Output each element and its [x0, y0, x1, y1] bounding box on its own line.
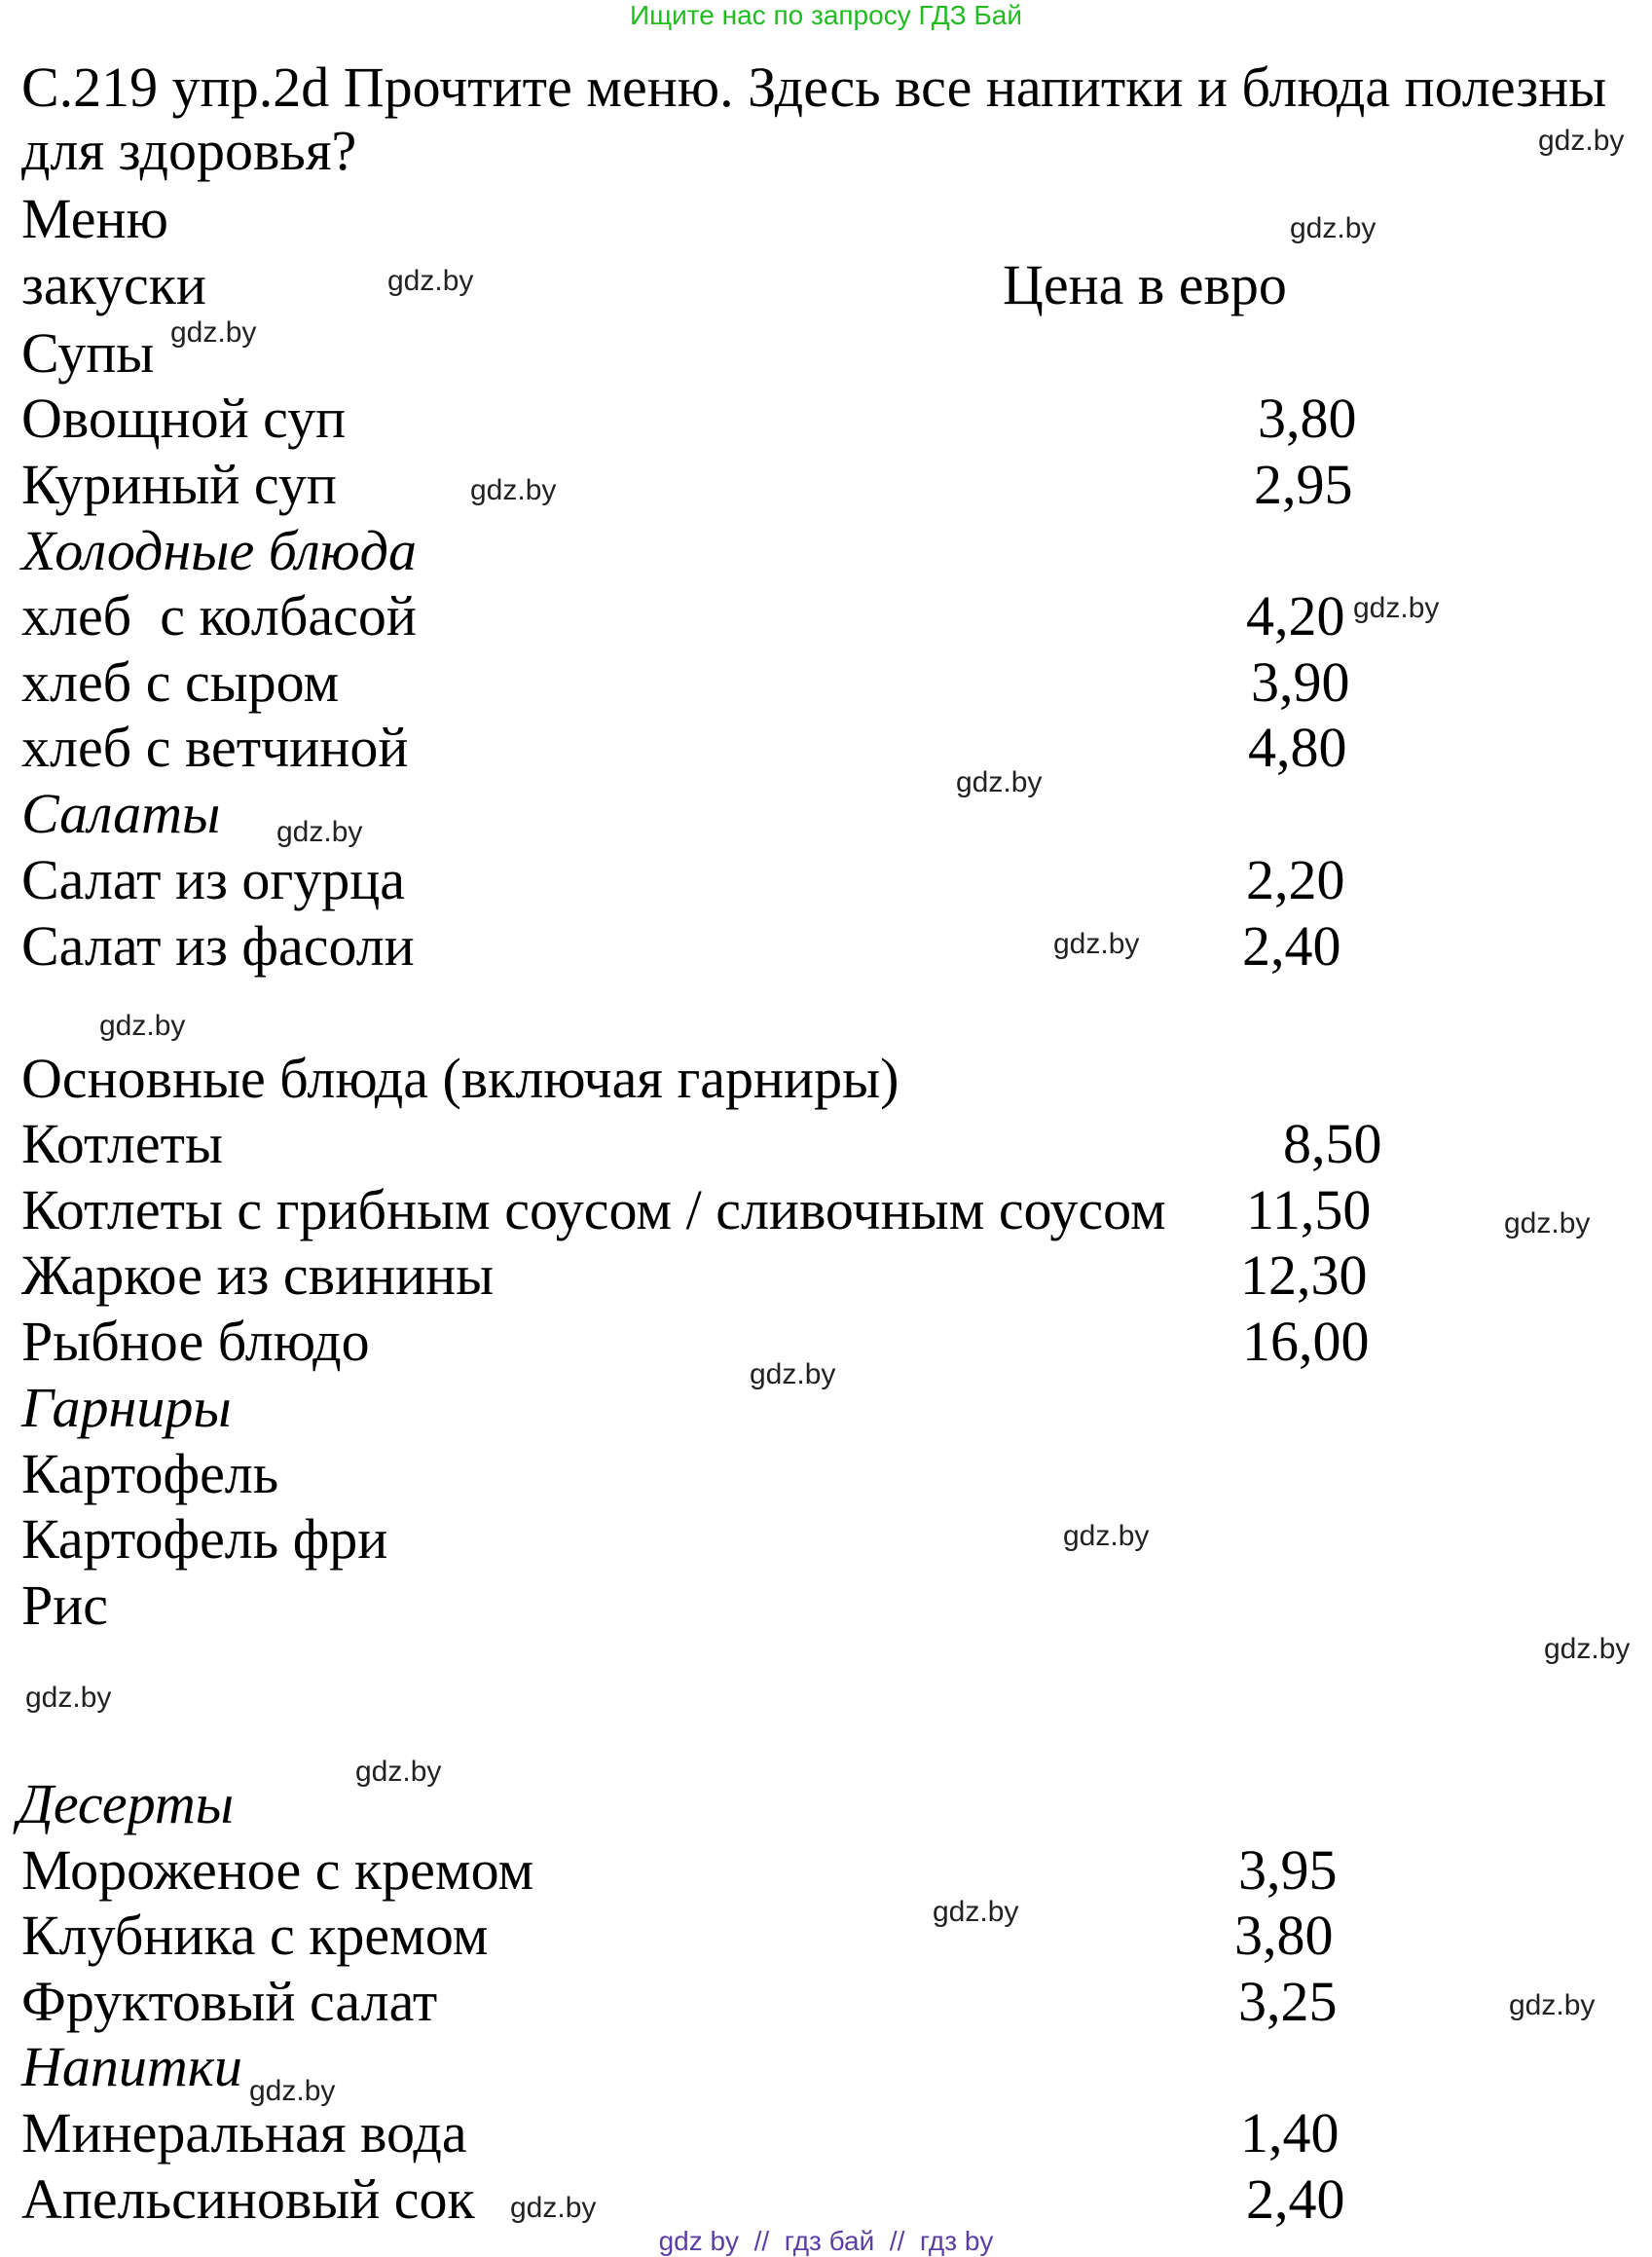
menu-item-price: 12,30	[1240, 1243, 1368, 1307]
footer-links: gdz by // гдз бай // гдз by	[658, 2226, 994, 2256]
main-dishes-heading: Основные блюда (включая гарниры)	[21, 1047, 899, 1110]
menu-item-price: 3,80	[1234, 1904, 1334, 1967]
watermark: gdz.by	[1290, 212, 1377, 244]
watermark: gdz.by	[1509, 1989, 1596, 2021]
menu-item-name: Фруктовый салат	[21, 1970, 438, 2033]
menu-item-name: хлеб с сыром	[21, 650, 340, 714]
menu-item-price: 3,25	[1238, 1970, 1338, 2033]
menu-item-price: 3,80	[1258, 387, 1357, 450]
menu-item-name: Овощной суп	[21, 387, 347, 450]
menu-item-name: хлеб с колбасой	[21, 584, 417, 648]
watermark: gdz.by	[956, 766, 1043, 798]
watermark: gdz.by	[933, 1896, 1019, 1928]
menu-item-name: Салат из огурца	[21, 848, 405, 911]
menu-title: Меню	[21, 187, 168, 250]
watermark: gdz.by	[387, 265, 474, 297]
menu-item-name: Куриный суп	[21, 453, 337, 516]
salads-heading: Салаты	[21, 782, 221, 845]
menu-item-price: 4,20	[1246, 584, 1345, 648]
search-banner: Ищите нас по запросу ГДЗ Бай	[629, 0, 1023, 30]
menu-item-price: 2,40	[1246, 2167, 1345, 2231]
menu-item-price: 16,00	[1242, 1310, 1370, 1373]
watermark: gdz.by	[1063, 1520, 1150, 1552]
menu-item-name: Картофель	[21, 1442, 279, 1505]
watermark: gdz.by	[1353, 592, 1440, 624]
menu-item-name: Котлеты с грибным соусом / сливочным соусом	[21, 1178, 1166, 1241]
watermark: gdz.by	[170, 316, 257, 349]
menu-item-price: 2,20	[1246, 848, 1345, 911]
watermark: gdz.by	[25, 1682, 112, 1714]
cold-dishes-heading: Холодные блюда	[21, 519, 417, 582]
menu-item-name: хлеб с ветчиной	[21, 716, 409, 779]
watermark: gdz.by	[99, 1010, 186, 1042]
menu-item-price: 8,50	[1283, 1112, 1382, 1175]
task-title: С.219 упр.2d Прочтите меню. Здесь все напитки и блюда полезны	[21, 56, 1607, 119]
watermark: gdz.by	[355, 1756, 442, 1788]
watermark: gdz.by	[1504, 1207, 1591, 1240]
menu-item-price: 3,90	[1251, 650, 1350, 714]
watermark: gdz.by	[510, 2192, 597, 2224]
task-title-continued: для здоровья?	[21, 119, 357, 182]
menu-item-name: Апельсиновый сок	[21, 2167, 475, 2231]
menu-item-name: Картофель фри	[21, 1507, 388, 1571]
watermark: gdz.by	[249, 2075, 336, 2107]
watermark: gdz.by	[276, 816, 363, 848]
menu-item-price: 2,40	[1242, 914, 1341, 978]
menu-item-price: 4,80	[1248, 716, 1347, 779]
watermark: gdz.by	[1544, 1633, 1631, 1665]
side-dishes-heading: Гарниры	[21, 1376, 232, 1439]
menu-item-name: Рыбное блюдо	[21, 1310, 370, 1373]
drinks-heading: Напитки	[21, 2035, 242, 2098]
watermark: gdz.by	[1538, 125, 1625, 157]
menu-item-name: Мороженое с кремом	[21, 1838, 534, 1902]
watermark: gdz.by	[470, 474, 557, 506]
menu-item-price: 1,40	[1240, 2101, 1340, 2164]
desserts-heading: Десерты	[18, 1772, 235, 1835]
menu-item-name: Котлеты	[21, 1112, 223, 1175]
appetizers-heading: закуски	[21, 253, 206, 316]
watermark: gdz.by	[1053, 928, 1140, 960]
menu-item-price: 3,95	[1238, 1838, 1338, 1902]
menu-item-name: Жаркое из свинины	[21, 1243, 495, 1307]
menu-item-name: Салат из фасоли	[21, 914, 415, 978]
price-column-header: Цена в евро	[1003, 253, 1287, 316]
menu-item-price: 11,50	[1246, 1178, 1372, 1241]
menu-item-name: Клубника с кремом	[21, 1904, 489, 1967]
menu-item-price: 2,95	[1254, 453, 1353, 516]
menu-item-name: Рис	[21, 1573, 109, 1637]
watermark: gdz.by	[750, 1358, 836, 1390]
soups-heading: Супы	[21, 321, 155, 385]
menu-item-name: Минеральная вода	[21, 2101, 467, 2164]
